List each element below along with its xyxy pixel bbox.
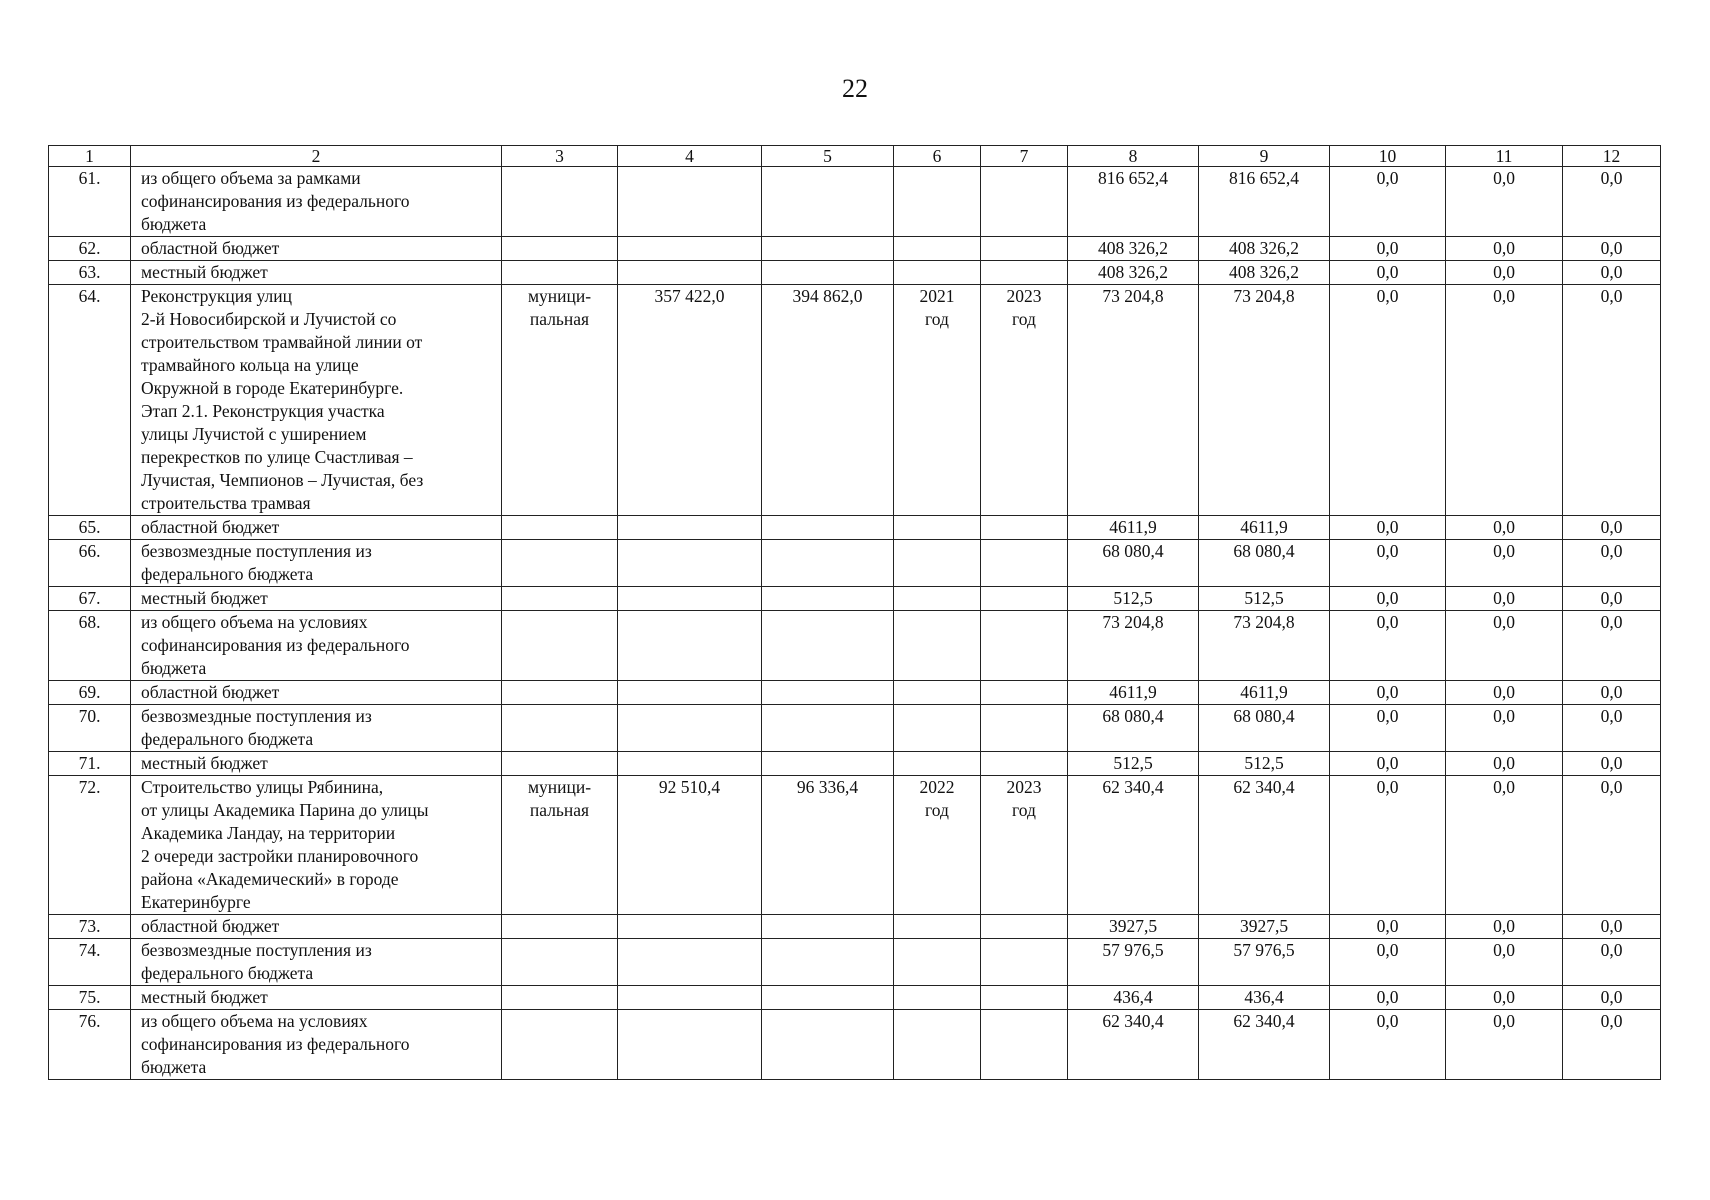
- funding-col11-cell: 0,0: [1446, 516, 1563, 540]
- funding-col12-cell: 0,0: [1563, 1010, 1661, 1080]
- cost-estimate-cell: [618, 516, 762, 540]
- funding-col9-cell: 73 204,8: [1199, 285, 1330, 516]
- funding-col9-cell: 4611,9: [1199, 516, 1330, 540]
- funding-total-cell: 408 326,2: [1068, 261, 1199, 285]
- end-year-cell: [981, 516, 1068, 540]
- header-cell: 2: [131, 146, 502, 167]
- item-name-cell: из общего объема на условиях софинансирования из федерального бюджета: [131, 1010, 502, 1080]
- funding-col9-cell: 62 340,4: [1199, 1010, 1330, 1080]
- funding-col11-cell: 0,0: [1446, 915, 1563, 939]
- funding-col12-cell: 0,0: [1563, 681, 1661, 705]
- cost-total-cell: [762, 611, 894, 681]
- end-year-cell: [981, 237, 1068, 261]
- ownership-cell: муници- пальная: [502, 285, 618, 516]
- cost-total-cell: [762, 705, 894, 752]
- cost-estimate-cell: [618, 705, 762, 752]
- funding-col9-cell: 57 976,5: [1199, 939, 1330, 986]
- funding-col9-cell: 512,5: [1199, 752, 1330, 776]
- cost-estimate-cell: [618, 167, 762, 237]
- cost-estimate-cell: [618, 587, 762, 611]
- table-row: [49, 1010, 1661, 1080]
- funding-col10-cell: 0,0: [1330, 587, 1446, 611]
- table-row: [49, 752, 1661, 776]
- funding-total-cell: 512,5: [1068, 587, 1199, 611]
- header-cell: 1: [49, 146, 131, 167]
- table-row: [49, 167, 1661, 237]
- end-year-cell: [981, 681, 1068, 705]
- header-cell: 3: [502, 146, 618, 167]
- funding-col9-cell: 68 080,4: [1199, 705, 1330, 752]
- funding-col12-cell: 0,0: [1563, 915, 1661, 939]
- funding-total-cell: 73 204,8: [1068, 285, 1199, 516]
- header-cell: 4: [618, 146, 762, 167]
- funding-col11-cell: 0,0: [1446, 540, 1563, 587]
- row-number-cell: 69.: [49, 681, 131, 705]
- start-year-cell: [894, 939, 981, 986]
- cost-estimate-cell: [618, 681, 762, 705]
- item-name-cell: из общего объема на условиях софинансирования из федерального бюджета: [131, 611, 502, 681]
- funding-total-cell: 68 080,4: [1068, 540, 1199, 587]
- header-cell: 10: [1330, 146, 1446, 167]
- item-name-cell: безвозмездные поступления из федерального бюджета: [131, 705, 502, 752]
- cost-total-cell: [762, 1010, 894, 1080]
- page-number: 22: [842, 74, 868, 103]
- funding-col10-cell: 0,0: [1330, 986, 1446, 1010]
- item-name-cell: безвозмездные поступления из федерального бюджета: [131, 939, 502, 986]
- funding-col10-cell: 0,0: [1330, 261, 1446, 285]
- table-row: [49, 681, 1661, 705]
- cost-estimate-cell: [618, 261, 762, 285]
- start-year-cell: [894, 167, 981, 237]
- row-number-cell: 74.: [49, 939, 131, 986]
- ownership-cell: [502, 681, 618, 705]
- item-name-cell: Реконструкция улиц 2-й Новосибирской и Лучистой со строительством трамвайной линии от трамвайного кольца на улице Окружной в городе Екатеринбурге. Этап 2.1. Реконструкция участка улицы Лучистой с уширением перекрестков по улице Счастливая – Лучистая, Чемпионов – Лучистая, без строительства трамвая: [131, 285, 502, 516]
- cost-estimate-cell: [618, 540, 762, 587]
- row-number-cell: 66.: [49, 540, 131, 587]
- funding-col12-cell: 0,0: [1563, 285, 1661, 516]
- funding-col9-cell: 68 080,4: [1199, 540, 1330, 587]
- cost-total-cell: 394 862,0: [762, 285, 894, 516]
- start-year-cell: [894, 611, 981, 681]
- table-row: [49, 285, 1661, 516]
- row-number-cell: 67.: [49, 587, 131, 611]
- ownership-cell: [502, 705, 618, 752]
- item-name-cell: Строительство улицы Рябинина, от улицы Академика Парина до улицы Академика Ландау, на территории 2 очереди застройки планировочного района «Академический» в городе Екатеринбурге: [131, 776, 502, 915]
- cost-estimate-cell: [618, 237, 762, 261]
- ownership-cell: [502, 261, 618, 285]
- funding-total-cell: 3927,5: [1068, 915, 1199, 939]
- funding-col10-cell: 0,0: [1330, 915, 1446, 939]
- header-cell: 8: [1068, 146, 1199, 167]
- start-year-cell: 2022 год: [894, 776, 981, 915]
- funding-total-cell: 4611,9: [1068, 681, 1199, 705]
- funding-total-cell: 816 652,4: [1068, 167, 1199, 237]
- funding-col12-cell: 0,0: [1563, 776, 1661, 915]
- start-year-cell: [894, 681, 981, 705]
- budget-table-wrapper: [48, 145, 1660, 1080]
- end-year-cell: [981, 261, 1068, 285]
- end-year-cell: [981, 540, 1068, 587]
- funding-col10-cell: 0,0: [1330, 681, 1446, 705]
- ownership-cell: [502, 1010, 618, 1080]
- row-number-cell: 72.: [49, 776, 131, 915]
- end-year-cell: [981, 611, 1068, 681]
- funding-total-cell: 512,5: [1068, 752, 1199, 776]
- funding-col10-cell: 0,0: [1330, 167, 1446, 237]
- funding-total-cell: 436,4: [1068, 986, 1199, 1010]
- cost-total-cell: [762, 261, 894, 285]
- cost-estimate-cell: 357 422,0: [618, 285, 762, 516]
- table-row: [49, 237, 1661, 261]
- funding-total-cell: 62 340,4: [1068, 776, 1199, 915]
- header-cell: 7: [981, 146, 1068, 167]
- cost-total-cell: [762, 986, 894, 1010]
- row-number-cell: 62.: [49, 237, 131, 261]
- end-year-cell: 2023 год: [981, 285, 1068, 516]
- funding-col12-cell: 0,0: [1563, 752, 1661, 776]
- ownership-cell: [502, 167, 618, 237]
- start-year-cell: [894, 705, 981, 752]
- funding-col9-cell: 436,4: [1199, 986, 1330, 1010]
- funding-col10-cell: 0,0: [1330, 1010, 1446, 1080]
- funding-col12-cell: 0,0: [1563, 261, 1661, 285]
- funding-col10-cell: 0,0: [1330, 752, 1446, 776]
- row-number-cell: 63.: [49, 261, 131, 285]
- cost-total-cell: [762, 540, 894, 587]
- funding-col11-cell: 0,0: [1446, 611, 1563, 681]
- funding-col12-cell: 0,0: [1563, 611, 1661, 681]
- cost-total-cell: [762, 752, 894, 776]
- funding-col11-cell: 0,0: [1446, 237, 1563, 261]
- funding-col11-cell: 0,0: [1446, 705, 1563, 752]
- table-row: [49, 261, 1661, 285]
- funding-col12-cell: 0,0: [1563, 705, 1661, 752]
- funding-col11-cell: 0,0: [1446, 587, 1563, 611]
- funding-col9-cell: 73 204,8: [1199, 611, 1330, 681]
- funding-col10-cell: 0,0: [1330, 285, 1446, 516]
- funding-col10-cell: 0,0: [1330, 705, 1446, 752]
- table-row: [49, 939, 1661, 986]
- header-row: [49, 146, 1661, 167]
- cost-total-cell: [762, 516, 894, 540]
- start-year-cell: [894, 261, 981, 285]
- start-year-cell: [894, 1010, 981, 1080]
- end-year-cell: [981, 986, 1068, 1010]
- funding-col9-cell: 62 340,4: [1199, 776, 1330, 915]
- start-year-cell: [894, 237, 981, 261]
- table-row: [49, 986, 1661, 1010]
- table-row: [49, 705, 1661, 752]
- funding-col12-cell: 0,0: [1563, 587, 1661, 611]
- start-year-cell: [894, 587, 981, 611]
- funding-total-cell: 68 080,4: [1068, 705, 1199, 752]
- end-year-cell: [981, 167, 1068, 237]
- funding-total-cell: 408 326,2: [1068, 237, 1199, 261]
- ownership-cell: муници- пальная: [502, 776, 618, 915]
- funding-col10-cell: 0,0: [1330, 939, 1446, 986]
- header-cell: 5: [762, 146, 894, 167]
- cost-total-cell: [762, 587, 894, 611]
- table-row: [49, 611, 1661, 681]
- row-number-cell: 64.: [49, 285, 131, 516]
- funding-col11-cell: 0,0: [1446, 681, 1563, 705]
- funding-col11-cell: 0,0: [1446, 939, 1563, 986]
- funding-col10-cell: 0,0: [1330, 611, 1446, 681]
- table-row: [49, 516, 1661, 540]
- cost-total-cell: 96 336,4: [762, 776, 894, 915]
- funding-col9-cell: 408 326,2: [1199, 237, 1330, 261]
- funding-col11-cell: 0,0: [1446, 167, 1563, 237]
- funding-col10-cell: 0,0: [1330, 516, 1446, 540]
- cost-total-cell: [762, 681, 894, 705]
- end-year-cell: [981, 752, 1068, 776]
- funding-col12-cell: 0,0: [1563, 939, 1661, 986]
- funding-total-cell: 73 204,8: [1068, 611, 1199, 681]
- header-cell: 6: [894, 146, 981, 167]
- funding-col11-cell: 0,0: [1446, 776, 1563, 915]
- table-row: [49, 915, 1661, 939]
- cost-estimate-cell: [618, 986, 762, 1010]
- table-row: [49, 776, 1661, 915]
- table-row: [49, 587, 1661, 611]
- funding-col10-cell: 0,0: [1330, 237, 1446, 261]
- funding-col12-cell: 0,0: [1563, 167, 1661, 237]
- end-year-cell: [981, 705, 1068, 752]
- end-year-cell: [981, 587, 1068, 611]
- start-year-cell: [894, 516, 981, 540]
- ownership-cell: [502, 587, 618, 611]
- cost-total-cell: [762, 237, 894, 261]
- row-number-cell: 73.: [49, 915, 131, 939]
- row-number-cell: 65.: [49, 516, 131, 540]
- funding-col11-cell: 0,0: [1446, 986, 1563, 1010]
- ownership-cell: [502, 915, 618, 939]
- funding-col11-cell: 0,0: [1446, 285, 1563, 516]
- item-name-cell: местный бюджет: [131, 587, 502, 611]
- cost-total-cell: [762, 939, 894, 986]
- end-year-cell: [981, 915, 1068, 939]
- funding-col12-cell: 0,0: [1563, 516, 1661, 540]
- row-number-cell: 76.: [49, 1010, 131, 1080]
- item-name-cell: областной бюджет: [131, 237, 502, 261]
- funding-col12-cell: 0,0: [1563, 986, 1661, 1010]
- funding-col9-cell: 816 652,4: [1199, 167, 1330, 237]
- budget-table: [48, 145, 1661, 1080]
- funding-col9-cell: 4611,9: [1199, 681, 1330, 705]
- item-name-cell: безвозмездные поступления из федерального бюджета: [131, 540, 502, 587]
- ownership-cell: [502, 611, 618, 681]
- ownership-cell: [502, 237, 618, 261]
- ownership-cell: [502, 752, 618, 776]
- start-year-cell: 2021 год: [894, 285, 981, 516]
- item-name-cell: из общего объема за рамками софинансирования из федерального бюджета: [131, 167, 502, 237]
- funding-col10-cell: 0,0: [1330, 776, 1446, 915]
- ownership-cell: [502, 986, 618, 1010]
- funding-col9-cell: 512,5: [1199, 587, 1330, 611]
- cost-estimate-cell: [618, 1010, 762, 1080]
- ownership-cell: [502, 516, 618, 540]
- cost-estimate-cell: [618, 611, 762, 681]
- cost-total-cell: [762, 167, 894, 237]
- row-number-cell: 75.: [49, 986, 131, 1010]
- row-number-cell: 61.: [49, 167, 131, 237]
- funding-col11-cell: 0,0: [1446, 1010, 1563, 1080]
- cost-estimate-cell: [618, 939, 762, 986]
- funding-col10-cell: 0,0: [1330, 540, 1446, 587]
- item-name-cell: местный бюджет: [131, 261, 502, 285]
- row-number-cell: 70.: [49, 705, 131, 752]
- start-year-cell: [894, 986, 981, 1010]
- funding-col11-cell: 0,0: [1446, 261, 1563, 285]
- header-cell: 11: [1446, 146, 1563, 167]
- header-cell: 9: [1199, 146, 1330, 167]
- item-name-cell: областной бюджет: [131, 681, 502, 705]
- end-year-cell: 2023 год: [981, 776, 1068, 915]
- ownership-cell: [502, 540, 618, 587]
- table-body: [49, 146, 1661, 1080]
- funding-total-cell: 62 340,4: [1068, 1010, 1199, 1080]
- row-number-cell: 68.: [49, 611, 131, 681]
- start-year-cell: [894, 540, 981, 587]
- start-year-cell: [894, 915, 981, 939]
- start-year-cell: [894, 752, 981, 776]
- funding-total-cell: 4611,9: [1068, 516, 1199, 540]
- end-year-cell: [981, 1010, 1068, 1080]
- ownership-cell: [502, 939, 618, 986]
- funding-col9-cell: 408 326,2: [1199, 261, 1330, 285]
- table-row: [49, 540, 1661, 587]
- cost-estimate-cell: [618, 752, 762, 776]
- cost-total-cell: [762, 915, 894, 939]
- funding-col12-cell: 0,0: [1563, 540, 1661, 587]
- item-name-cell: местный бюджет: [131, 752, 502, 776]
- funding-col9-cell: 3927,5: [1199, 915, 1330, 939]
- cost-estimate-cell: 92 510,4: [618, 776, 762, 915]
- funding-col11-cell: 0,0: [1446, 752, 1563, 776]
- item-name-cell: областной бюджет: [131, 915, 502, 939]
- header-cell: 12: [1563, 146, 1661, 167]
- end-year-cell: [981, 939, 1068, 986]
- funding-col12-cell: 0,0: [1563, 237, 1661, 261]
- funding-total-cell: 57 976,5: [1068, 939, 1199, 986]
- row-number-cell: 71.: [49, 752, 131, 776]
- item-name-cell: областной бюджет: [131, 516, 502, 540]
- cost-estimate-cell: [618, 915, 762, 939]
- item-name-cell: местный бюджет: [131, 986, 502, 1010]
